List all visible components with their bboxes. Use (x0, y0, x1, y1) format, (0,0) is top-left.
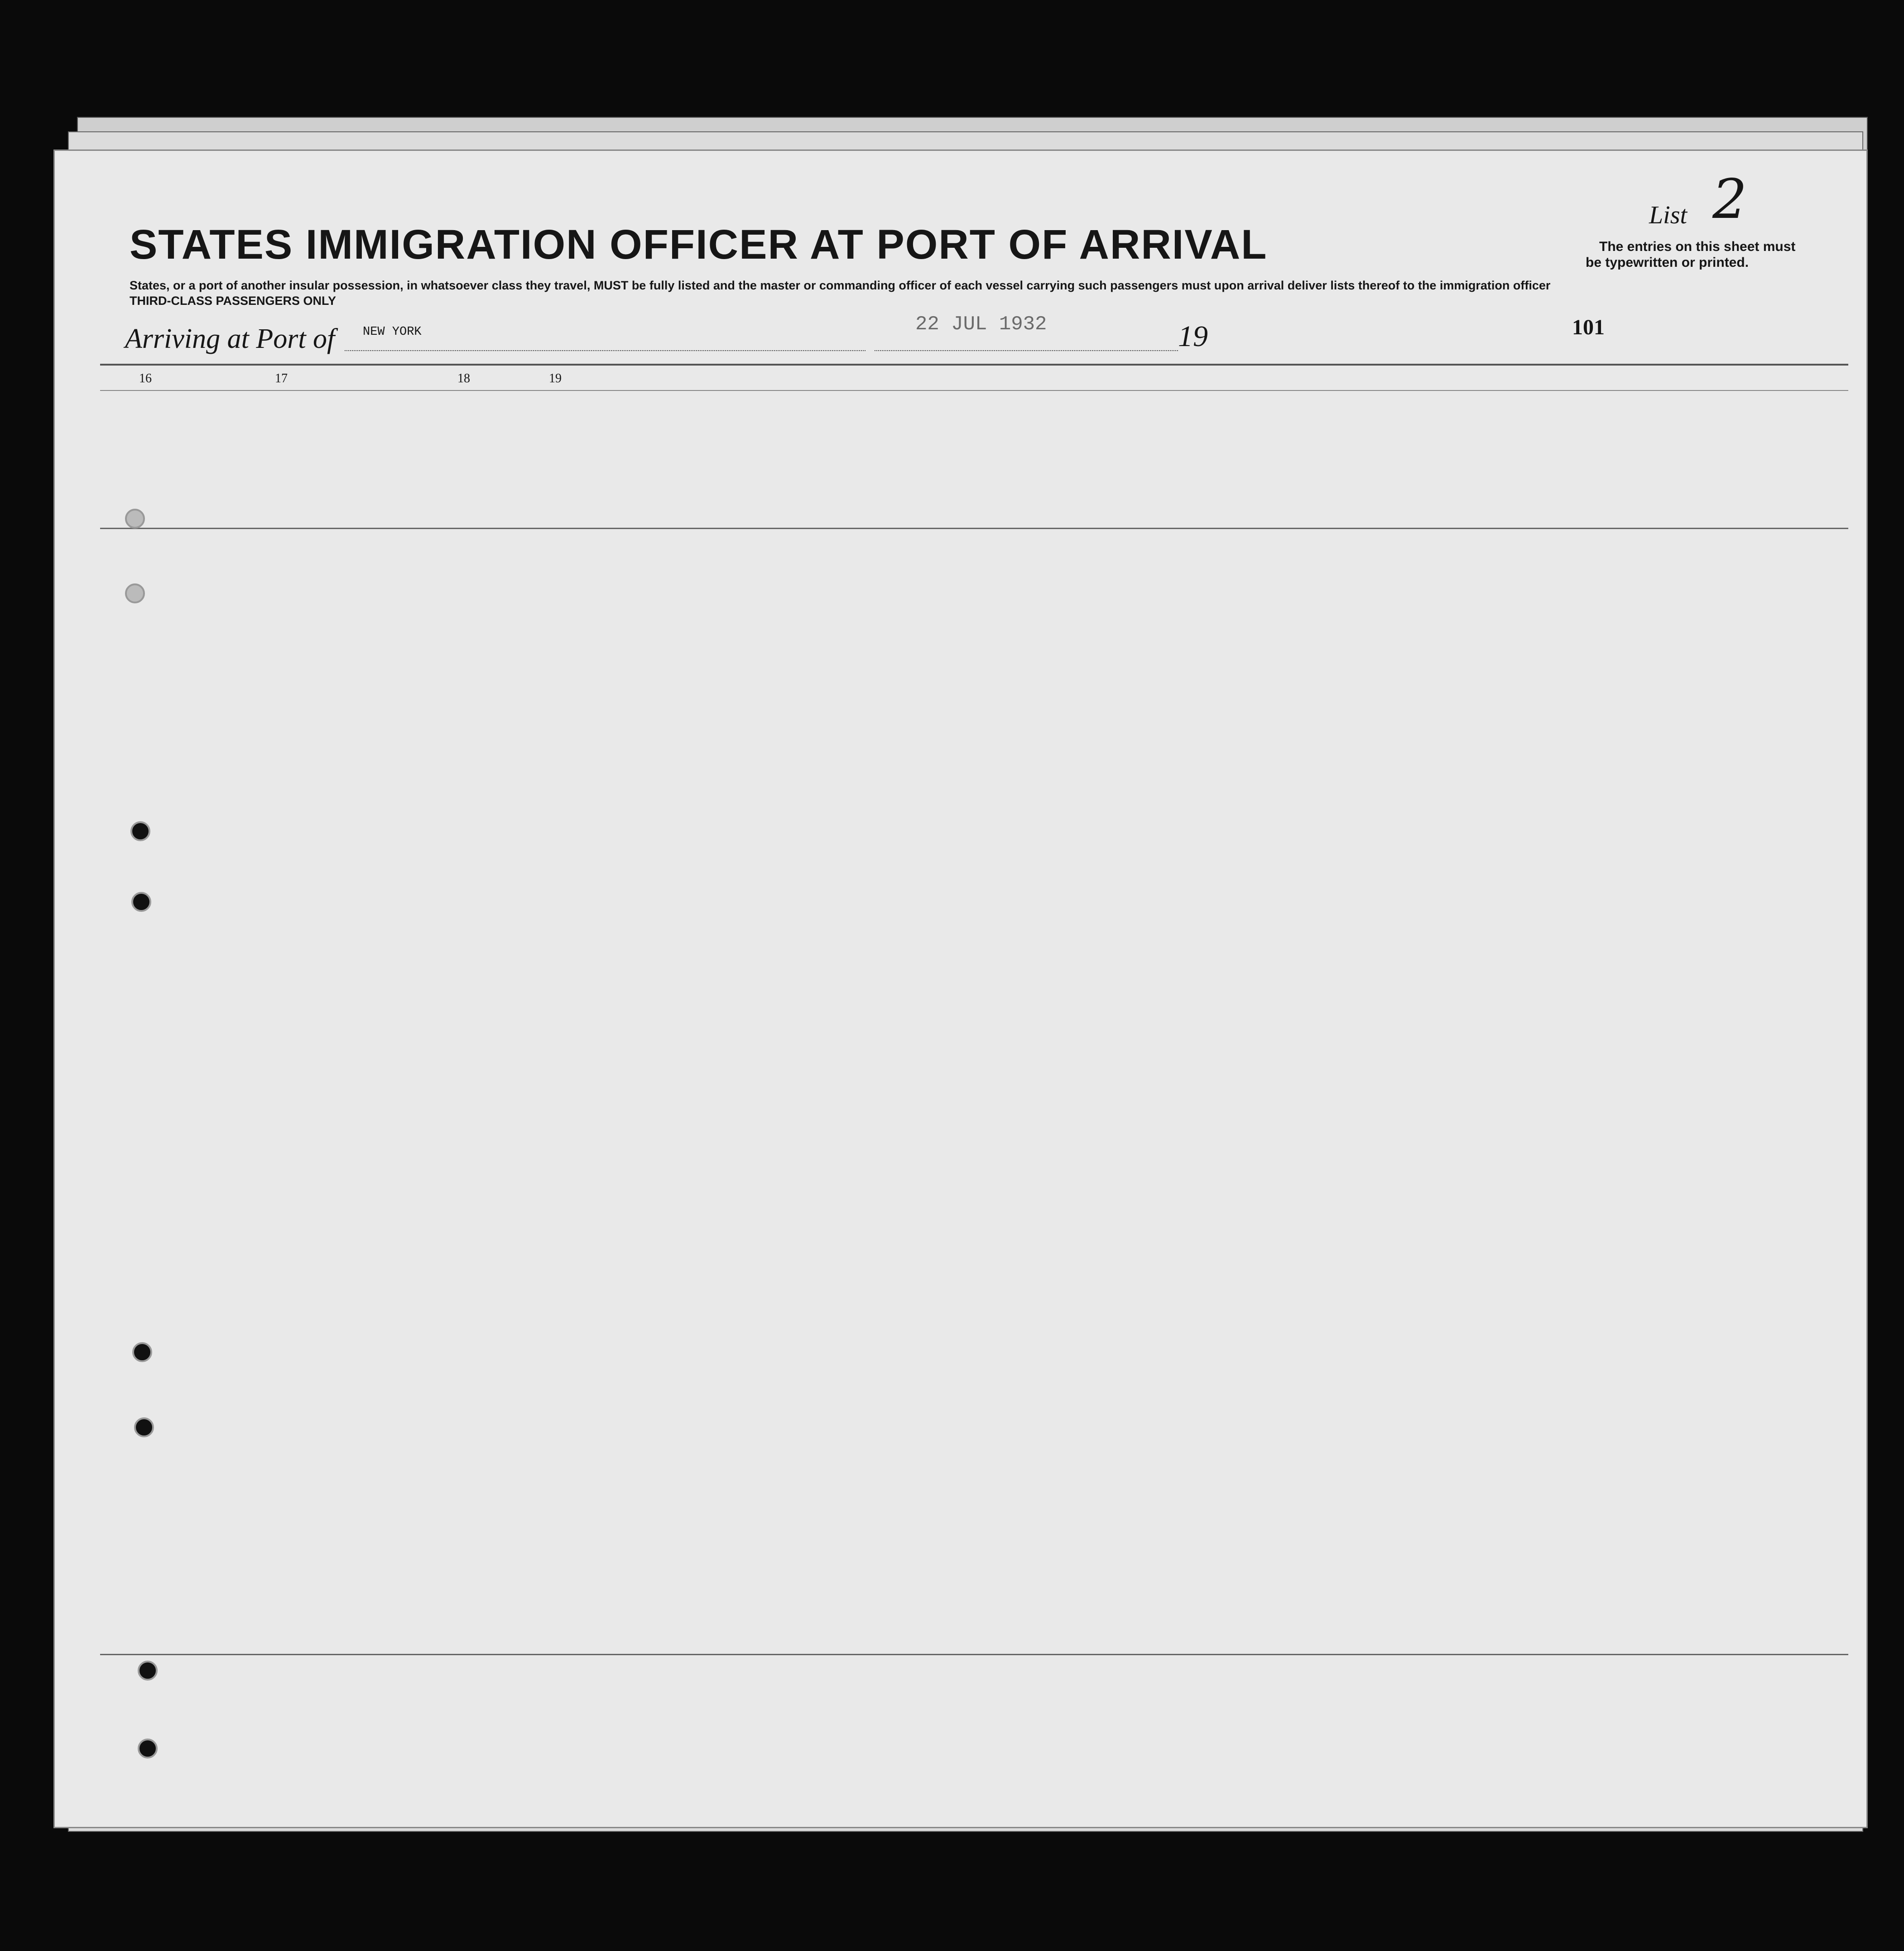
col-number: 16 (139, 371, 152, 385)
list-number: 2 (1712, 168, 1747, 231)
binder-hole-icon (138, 1739, 158, 1758)
list-label: List (1649, 201, 1688, 229)
year-prefix: 19 (1178, 320, 1208, 353)
port-line (345, 350, 865, 351)
port-value: NEW YORK (363, 325, 422, 339)
binder-hole-icon (134, 1417, 154, 1437)
table-top-border (100, 364, 1848, 366)
manifest-sheet (53, 149, 1868, 1828)
col-number: 17 (275, 371, 288, 385)
page-title: STATES IMMIGRATION OFFICER AT PORT OF ARRIVAL (130, 222, 1268, 268)
binder-hole-icon (138, 1661, 158, 1681)
binder-hole-icon (132, 1342, 152, 1362)
date-stamp: 22 JUL 1932 (915, 313, 1047, 336)
typewritten-note-1: The entries on this sheet must (1599, 239, 1796, 254)
binder-hole-icon (130, 821, 150, 841)
col-number: 18 (457, 371, 470, 385)
binder-hole-icon (131, 892, 151, 912)
date-line (875, 350, 1178, 351)
typewritten-note-2: be typewritten or printed. (1586, 255, 1749, 270)
binder-hole-icon (125, 583, 145, 603)
colnum-divider (100, 390, 1848, 391)
class-line: THIRD-CLASS PASSENGERS ONLY (130, 294, 337, 308)
instruction-line: States, or a port of another insular possession, in whatsoever class they travel, MUST be fully listed and the master or commanding officer of each vessel carrying such passengers must upon arrival deliver lists thereof to the immigration officer (130, 279, 1551, 292)
arriving-label: Arriving at Port of (125, 323, 335, 354)
page-number: 101 (1572, 315, 1605, 339)
table-bottom-border (100, 1654, 1848, 1655)
header-bottom-border (100, 528, 1848, 529)
col-number: 19 (549, 371, 562, 385)
binder-hole-icon (125, 509, 145, 529)
